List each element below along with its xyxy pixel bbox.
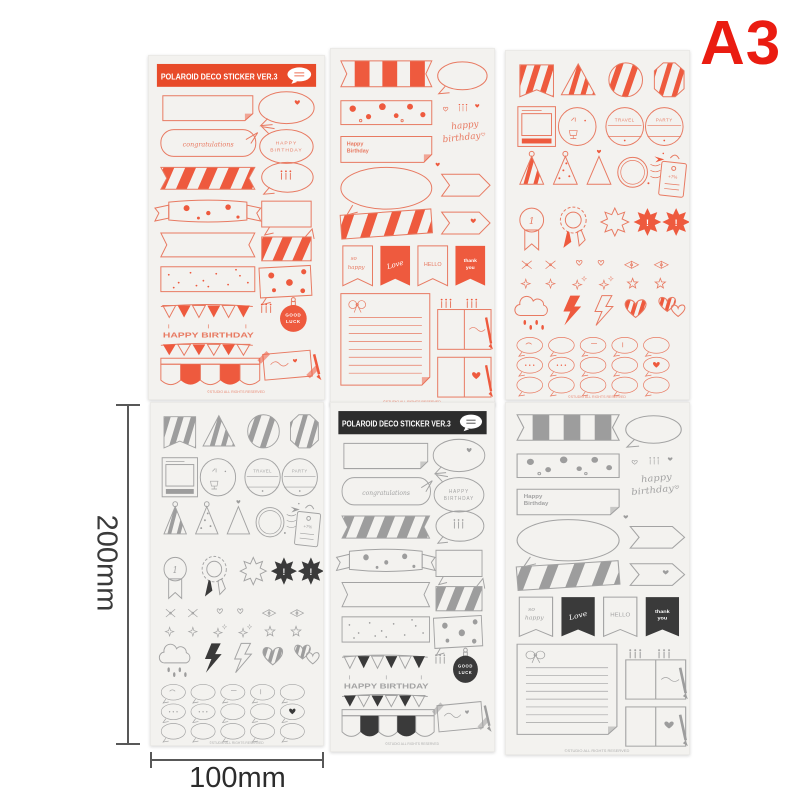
sticker-sheet-top-middle <box>330 48 495 406</box>
width-dimension-line <box>150 759 324 761</box>
size-label: A3 <box>700 9 782 78</box>
sticker-sheet-bottom-right <box>505 402 690 755</box>
sheet-art <box>331 49 494 405</box>
height-dimension-cap-top <box>116 404 140 406</box>
sticker-sheet-top-right <box>505 50 690 400</box>
sheet-art <box>149 56 324 399</box>
sheet-art <box>506 403 689 754</box>
height-dimension-cap-bottom <box>116 743 140 745</box>
height-dimension-label: 200mm <box>90 514 123 612</box>
height-dimension-line <box>127 406 129 743</box>
width-dimension-label: 100mm <box>189 762 286 794</box>
sticker-sheet-bottom-left <box>150 402 324 746</box>
sheet-art <box>331 403 494 751</box>
sticker-sheet-bottom-middle <box>330 402 495 752</box>
sheet-art <box>151 403 323 745</box>
sticker-sheet-top-left <box>148 55 325 400</box>
sheet-art <box>506 51 689 399</box>
